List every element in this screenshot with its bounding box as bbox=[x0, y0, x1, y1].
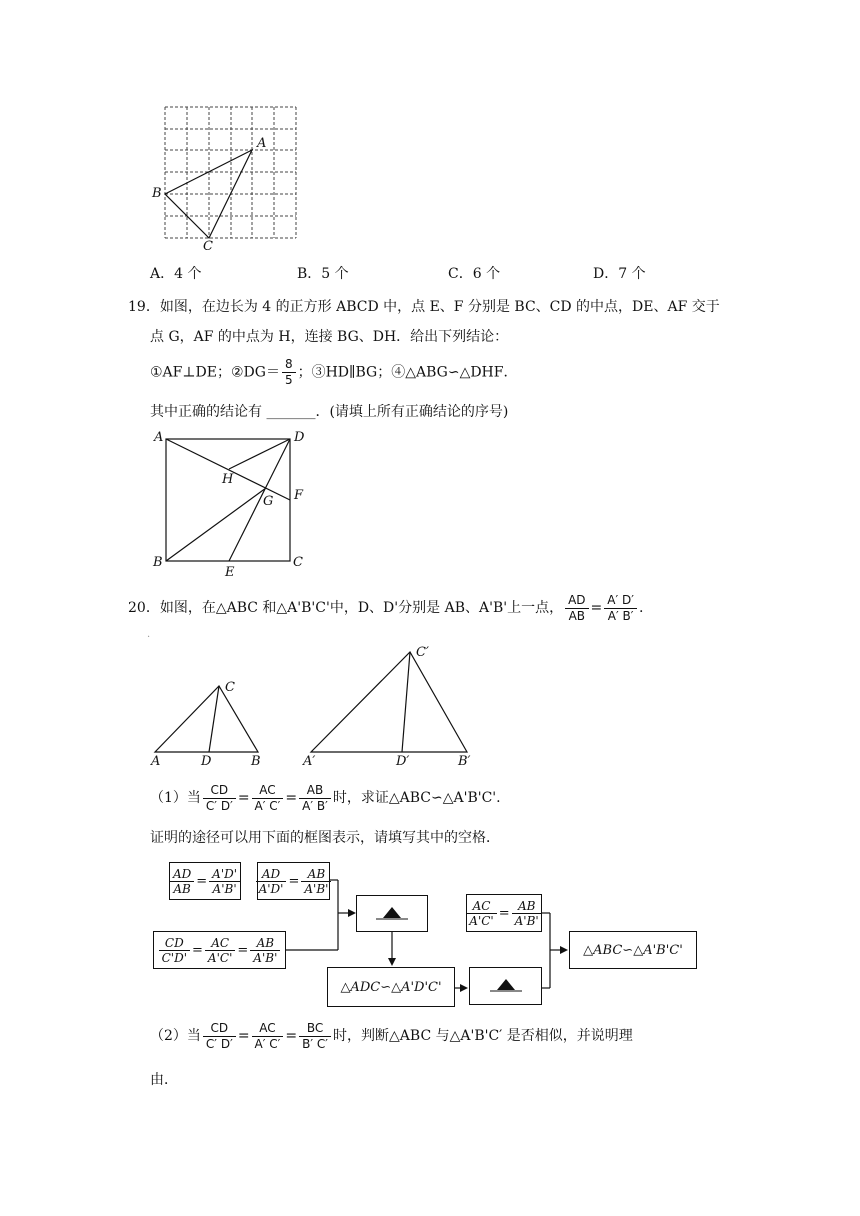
q20-label-d: D bbox=[201, 754, 212, 769]
q20-part2-line2: 由． bbox=[150, 1072, 178, 1088]
q19-line1: 19．如图，在边长为 4 的正方形 ABCD 中，点 E、F 分别是 BC、CD 的中点，DE、AF 交于 bbox=[128, 299, 720, 315]
q20-part1: （1）当 $\frac{CD}{C' D'}$ = $\frac{AC}{A' C'}$ = $\frac{AB}{A' B'}$ 时，求证△ABC∽△A'B'C'. bbox=[150, 782, 501, 813]
flow-box-three-ratios: $\frac{CD}{C'D'}$ = $\frac{AC}{A'C'}$ = $\frac{AB}{A'B'}$ bbox=[153, 931, 286, 969]
flow-box-blank-2[interactable] bbox=[469, 967, 542, 1005]
q19-label-c: C bbox=[293, 555, 303, 570]
blank-triangle-icon bbox=[383, 907, 401, 918]
q19-label-h: H bbox=[222, 472, 234, 487]
q19-label-d: D bbox=[294, 430, 305, 445]
flow-box-final: △ABC∽△A'B'C' bbox=[569, 931, 697, 969]
blank-triangle-icon bbox=[497, 979, 515, 990]
q18-option-c: C．6 个 bbox=[448, 266, 501, 282]
q18-option-d: D．7 个 bbox=[593, 266, 646, 282]
q18-label-a: A bbox=[257, 136, 267, 151]
q19-label-a: A bbox=[154, 430, 164, 445]
q20-line1: 20．如图，在△ABC 和△A'B'C'中，D、D'分别是 AB、A'B'上一点， $\frac{AD}{AB}$ = $\frac{A' D'}{A' B'}$ . bbox=[128, 592, 644, 623]
q20-label-d-prime: D′ bbox=[396, 754, 410, 769]
q19-label-e: E bbox=[225, 565, 235, 580]
q20-stray-dot: · bbox=[147, 632, 151, 643]
q19-label-b: B bbox=[153, 555, 163, 570]
q18-option-a: A．4 个 bbox=[150, 266, 202, 282]
q20-label-a-prime: A′ bbox=[303, 754, 316, 769]
q20-label-a: A bbox=[151, 754, 161, 769]
q20-part2: （2）当 $\frac{CD}{C' D'}$ = $\frac{AC}{A' C'}$ = $\frac{BC}{B' C'}$ 时，判断△ABC 与△A'B'C′ 是否相似，并说明理 bbox=[150, 1020, 633, 1051]
q18-option-b: B．5 个 bbox=[297, 266, 349, 282]
flow-box-blank-1[interactable] bbox=[356, 895, 428, 932]
q19-label-f: F bbox=[294, 488, 304, 503]
q19-blank-line: 其中正确的结论有 _______．(请填上所有正确结论的序号) bbox=[150, 404, 509, 420]
q20-label-b: B bbox=[251, 754, 261, 769]
q20-label-b-prime: B′ bbox=[458, 754, 471, 769]
flow-box-adc-similar: △ADC∽△A'D'C' bbox=[327, 967, 455, 1007]
q18-label-c: C bbox=[203, 239, 213, 254]
q19-conclusions: ①AF⊥DE；②DG＝ $\frac{8}{5}$ ；③HD∥BG；④△ABG∽△DHF． bbox=[150, 357, 518, 387]
flow-box-ratio-ad-ab: $\frac{AD}{A'D'}$ = $\frac{AB}{A'B'}$ bbox=[257, 862, 330, 900]
q20-label-c-prime: C′ bbox=[416, 645, 429, 660]
q19-line2: 点 G，AF 的中点为 H，连接 BG、DH．给出下列结论： bbox=[150, 329, 509, 345]
flow-box-ratio-ac: $\frac{AC}{A'C'}$ = $\frac{AB}{A'B'}$ bbox=[466, 894, 542, 932]
q20-label-c: C bbox=[225, 680, 235, 695]
q19-label-g: G bbox=[263, 494, 274, 509]
q20-flow-intro: 证明的途径可以用下面的框图表示，请填写其中的空格． bbox=[150, 830, 500, 846]
flow-box-ratio-ad: $\frac{AD}{AB}$ = $\frac{A'D'}{A'B'}$ bbox=[169, 862, 241, 900]
q18-label-b: B bbox=[152, 186, 162, 201]
